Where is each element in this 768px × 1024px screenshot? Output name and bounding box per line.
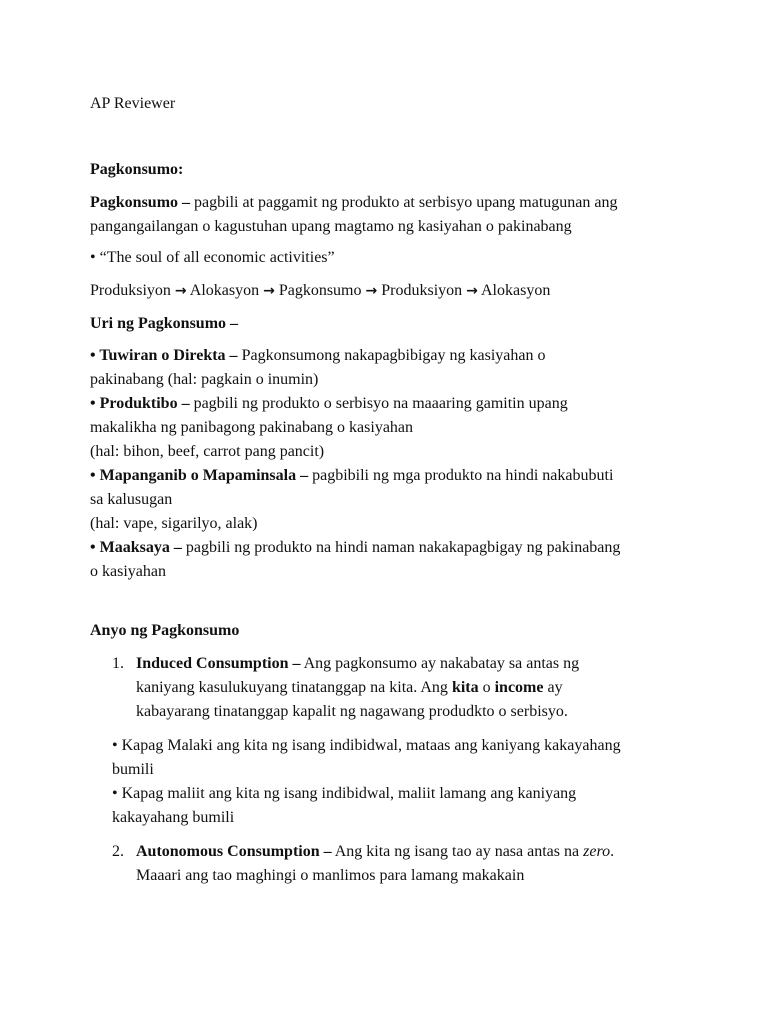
arrow-right-icon: → (365, 283, 378, 299)
document-title: AP Reviewer (90, 95, 176, 112)
arrow-right-icon: → (466, 283, 478, 299)
types-heading: Uri ng Pagkonsumo – (90, 315, 239, 332)
type-item-produktibo: • Produktibo – pagbili ng produkto o serbisyo na maaaring gamitin upang makalikha ng panibagong pakinabang o kasiyahan (hal: bihon, beef, carrot pang pancit) (90, 395, 568, 460)
type-item-tuwiran: • Tuwiran o Direkta – Pagkonsumong nakapagbibigay ng kasiyahan o pakinabang (hal: pagkain o inumin) (90, 347, 546, 388)
type-item-mapanganib: • Mapanganib o Mapaminsala – pagbibili ng mga produkto na hindi nakabubuti sa kalusugan (hal: vape, sigarilyo, alak) (90, 467, 614, 532)
arrow-right-icon: → (263, 283, 275, 299)
form-item-induced: Induced Consumption – Ang pagkonsumo ay nakabatay sa antas ng kaniyang kasulukuyang tinatanggap na kita. Ang kita o income ay kabayarang tinatanggap kapalit ng nagawang produdkto o serbisyo. (136, 655, 580, 720)
list-item: • Kapag maliit ang kita ng isang indibidwal, maliit lamang ang kaniyang kakayahang bumili (112, 785, 577, 826)
types-list (90, 344, 690, 584)
type-item-maaksaya: • Maaksaya – pagbili ng produkto na hindi naman nakakapagbigay ng pakinabang o kasiyahan (90, 539, 621, 580)
definition-term: Pagkonsumo – (90, 194, 191, 211)
flow-line: Produksiyon → Alokasyon → Pagkonsumo → Produksiyon → Alokasyon (90, 282, 551, 299)
section-heading-pagkonsumo: Pagkonsumo: (90, 161, 184, 178)
list-item: • Kapag Malaki ang kita ng isang indibidwal, mataas ang kaniyang kakayahang bumili (112, 737, 621, 778)
quote-bullet: • “The soul of all economic activities” (90, 249, 335, 266)
form-item-autonomous: Autonomous Consumption – Ang kita ng isang tao ay nasa antas na zero. Maaari ang tao maghingi o manlimos para lamang makakain (136, 843, 615, 884)
list-number: 2. (112, 843, 124, 860)
forms-heading: Anyo ng Pagkonsumo (90, 622, 240, 639)
arrow-right-icon: → (174, 283, 187, 299)
definition-paragraph: Pagkonsumo – pagbili at paggamit ng produkto at serbisyo upang matugunan ang pangangailangan o kagustuhan upang magtamo ng kasiyahan o pakinabang (90, 194, 618, 235)
list-number: 1. (112, 655, 124, 672)
induced-notes (112, 734, 696, 830)
